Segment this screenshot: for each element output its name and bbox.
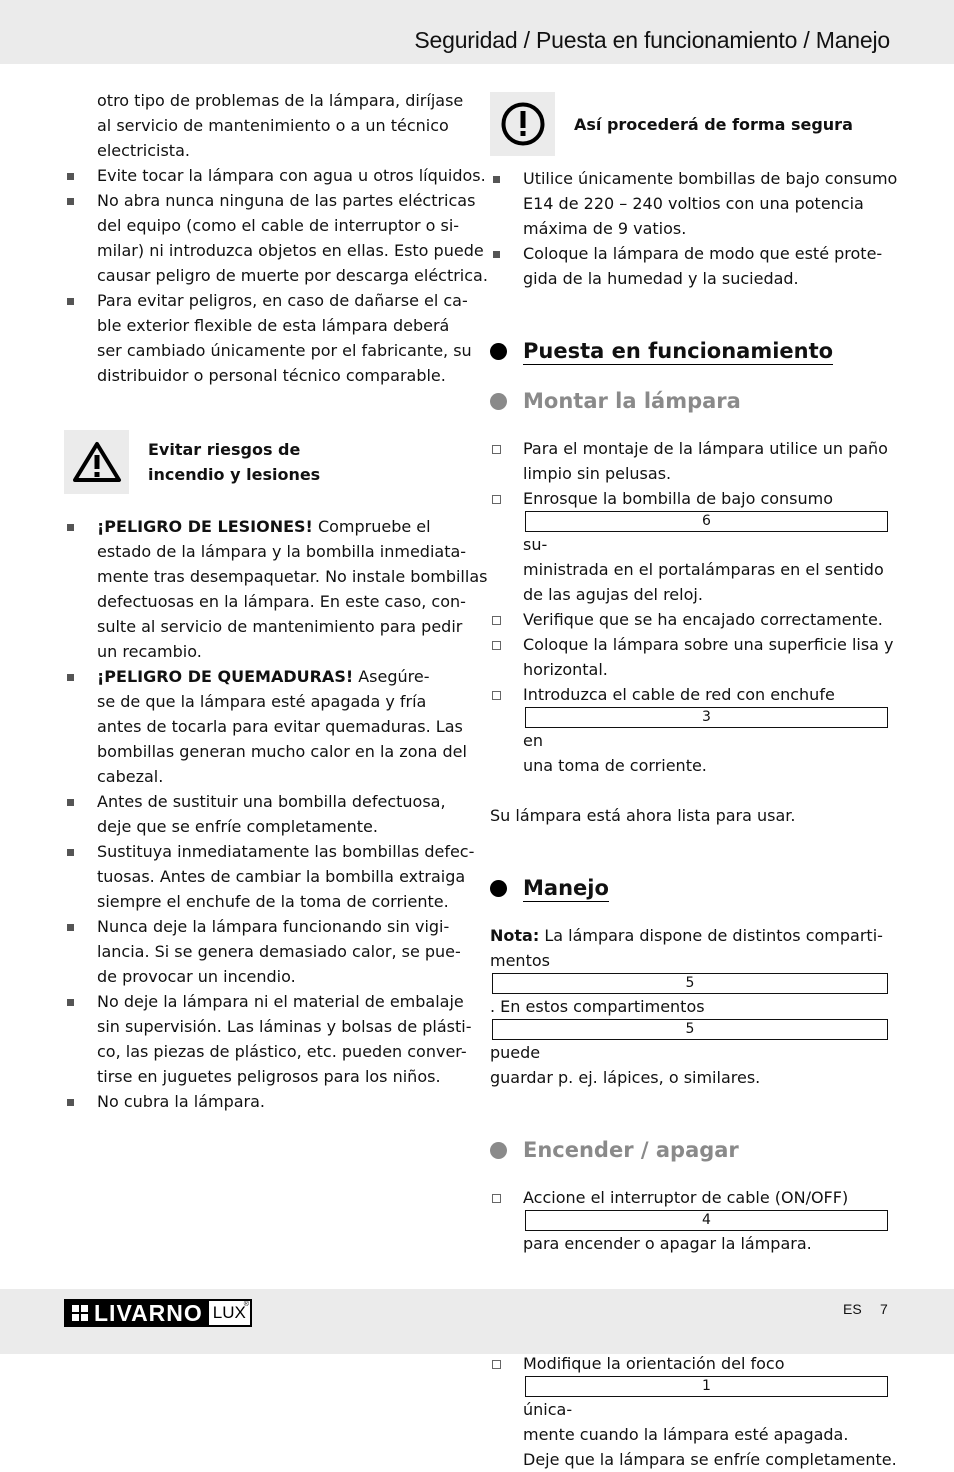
part-number-badge: 3 bbox=[525, 707, 888, 728]
step-item: Enrosque la bombilla de bajo consumo 6 su- ministrada en el portalámparas en el sentido de las agujas del reloj. bbox=[490, 486, 890, 607]
brand-logo: LIVARNO LUX ® bbox=[64, 1299, 252, 1327]
warning-box bbox=[64, 430, 466, 494]
part-number-badge: 4 bbox=[525, 1210, 888, 1231]
list-item: No deje la lámpara ni el material de embalaje sin supervisión. Las láminas y bolsas de plásti- co, las piezas de plástico, etc. pueden conver- tirse en juguetes peligrosos para los niños. bbox=[64, 989, 466, 1089]
brand-mark-icon bbox=[72, 1305, 88, 1321]
list-item: Sustituya inmediatamente las bombillas defec- tuosas. Antes de cambiar la bombilla extraiga siempre el enchufe de la toma de corriente. bbox=[64, 839, 466, 914]
page-number: 7 bbox=[880, 1301, 888, 1317]
part-number-badge: 6 bbox=[525, 511, 888, 532]
left-column bbox=[64, 88, 488, 1114]
square-bullet-icon bbox=[67, 1099, 74, 1106]
heading-dot-icon bbox=[490, 393, 507, 410]
square-bullet-icon bbox=[67, 849, 74, 856]
step-item: Modifique la orientación del foco 1 única- mente cuando la lámpara esté apagada. Deje que la lámpara se enfríe completamente. bbox=[490, 1351, 890, 1472]
list-item: ¡PELIGRO DE QUEMADURAS! Asegúre- se de que la lámpara esté apagada y fría antes de tocarla para evitar quemaduras. Las bombillas generan mucho calor en la zona del cabezal. bbox=[64, 664, 466, 789]
square-bullet-icon bbox=[67, 198, 74, 205]
section-heading-manejo: Manejo bbox=[490, 873, 890, 903]
list-item: Nunca deje la lámpara funcionando sin vigi- lancia. Si se genera demasiado calor, se pue- de provocar un incendio. bbox=[64, 914, 466, 989]
heading-dot-icon bbox=[490, 880, 507, 897]
step-item: Introduzca el cable de red con enchufe 3 en una toma de corriente. bbox=[490, 682, 890, 778]
step-item: Coloque la lámpara sobre una superficie lisa y horizontal. bbox=[490, 632, 890, 682]
page-footer bbox=[0, 1289, 954, 1354]
list-item: Antes de sustituir una bombilla defectuosa, deje que se enfríe completamente. bbox=[64, 789, 466, 839]
list-item: No cubra la lámpara. bbox=[64, 1089, 466, 1114]
page-title: Seguridad / Puesta en funcionamiento / Manejo bbox=[414, 27, 890, 53]
safety-box bbox=[490, 92, 890, 156]
list-item: Evite tocar la lámpara con agua u otros líquidos. bbox=[64, 163, 466, 188]
checkbox-bullet-icon bbox=[492, 1194, 501, 1203]
list-item: No abra nunca ninguna de las partes eléctricas del equipo (como el cable de interruptor o si- milar) ni introduzca objetos en ellas. Esto puede causar peligro de muerte por descarga eléctrica. bbox=[64, 188, 466, 288]
square-bullet-icon bbox=[67, 924, 74, 931]
section-heading-montar: Montar la lámpara bbox=[490, 386, 890, 416]
step-item: Accione el interruptor de cable (ON/OFF) 4 para encender o apagar la lámpara. bbox=[490, 1185, 890, 1256]
step-item: Verifique que se ha encajado correctamente. bbox=[490, 607, 890, 632]
part-number-badge: 5 bbox=[492, 1019, 888, 1040]
ready-text: Su lámpara está ahora lista para usar. bbox=[490, 806, 796, 825]
square-bullet-icon bbox=[67, 999, 74, 1006]
list-item: Utilice únicamente bombillas de bajo consumo E14 de 220 – 240 voltios con una potencia máxima de 9 vatios. bbox=[490, 166, 890, 241]
square-bullet-icon bbox=[67, 799, 74, 806]
square-bullet-icon bbox=[67, 173, 74, 180]
checkbox-bullet-icon bbox=[492, 616, 501, 625]
square-bullet-icon bbox=[493, 176, 500, 183]
page-header bbox=[0, 0, 954, 64]
square-bullet-icon bbox=[493, 251, 500, 258]
list-item: otro tipo de problemas de la lámpara, diríjase al servicio de mantenimiento o a un técnico electricista. bbox=[97, 91, 464, 160]
right-column bbox=[490, 88, 898, 1472]
part-number-badge: 1 bbox=[525, 1376, 888, 1397]
part-number-badge: 5 bbox=[492, 973, 888, 994]
square-bullet-icon bbox=[67, 298, 74, 305]
list-item: Para evitar peligros, en caso de dañarse el ca- ble exterior flexible de esta lámpara deberá ser cambiado únicamente por el fabricante, su distribuidor o personal técnico comparable. bbox=[64, 288, 466, 388]
checkbox-bullet-icon bbox=[492, 495, 501, 504]
safety-title: Así procederá de forma segura bbox=[574, 114, 853, 134]
heading-dot-icon bbox=[490, 1142, 507, 1159]
square-bullet-icon bbox=[67, 674, 74, 681]
section-heading-encender: Encender / apagar bbox=[490, 1135, 890, 1165]
language-code: ES bbox=[843, 1301, 862, 1317]
exclamation-circle-icon bbox=[490, 92, 555, 156]
heading-dot-icon bbox=[490, 343, 507, 360]
list-item: Coloque la lámpara de modo que esté prote- gida de la humedad y la suciedad. bbox=[490, 241, 890, 291]
list-item: ¡PELIGRO DE LESIONES! Compruebe el estado de la lámpara y la bombilla inmediata- mente tras desempaquetar. No instale bombillas defectuosas en la lámpara. En este caso, con- sulte al servicio de mantenimiento para pedir un recambio. bbox=[64, 514, 466, 664]
warning-triangle-icon bbox=[64, 430, 129, 494]
note-paragraph: Nota: La lámpara dispone de distintos comparti- mentos 5 . En estos compartimentos 5 puede guardar p. ej. lápices, o similares. bbox=[490, 923, 890, 1090]
checkbox-bullet-icon bbox=[492, 641, 501, 650]
step-item: Para el montaje de la lámpara utilice un paño limpio sin pelusas. bbox=[490, 436, 890, 486]
checkbox-bullet-icon bbox=[492, 691, 501, 700]
section-heading-puesta: Puesta en funcionamiento bbox=[490, 336, 890, 366]
warning-title: Evitar riesgos de incendio y lesiones bbox=[148, 440, 321, 484]
checkbox-bullet-icon bbox=[492, 1360, 501, 1369]
square-bullet-icon bbox=[67, 524, 74, 531]
checkbox-bullet-icon bbox=[492, 445, 501, 454]
